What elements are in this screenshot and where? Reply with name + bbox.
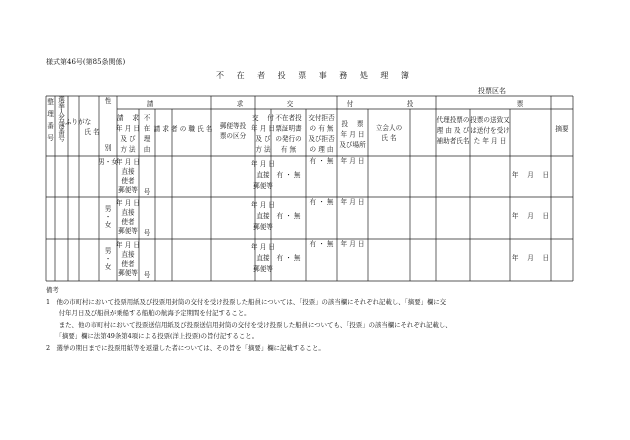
- sex-choice: 女: [104, 263, 112, 271]
- header-seiri-bango: 号: [47, 134, 54, 142]
- header-kofu-kyohi: の 有 無: [309, 124, 334, 133]
- header-meibo-bango: 番: [58, 128, 65, 136]
- header-yubin-kubun: 票の区分: [219, 132, 247, 140]
- header-kyu: 求: [236, 100, 244, 108]
- certificate-presence: 有 ・ 無: [276, 254, 301, 262]
- seikyu-method: 直接: [121, 208, 135, 217]
- tohyo-date: 年 月 日: [340, 198, 365, 206]
- header-fuzai-shomei: の発行の: [275, 135, 302, 143]
- header-fuzai-shomei: 票証明書: [275, 124, 302, 133]
- sex-choice: 男: [104, 247, 112, 255]
- kofu-method: 郵便等: [253, 182, 273, 190]
- seikyu-method: 直接: [121, 250, 135, 259]
- refusal-presence: 有 ・ 無: [309, 157, 334, 165]
- header-meibo-bango: 選: [58, 96, 65, 104]
- kofu-method: 郵便等: [253, 223, 273, 231]
- header-tachiainin: 氏 名: [381, 134, 397, 142]
- soichi-date: 年 月 日: [511, 254, 550, 262]
- header-seikyu-date: 請 求: [117, 114, 139, 122]
- header-kofu-date: 方 法: [255, 145, 271, 154]
- header-meibo-bango: 号: [58, 134, 65, 143]
- kofu-method: 年 月 日: [251, 201, 275, 209]
- yubin-number-mark: 号: [143, 229, 151, 237]
- header-meibo-bango: 簿: [58, 121, 65, 130]
- seikyu-method: 直接: [121, 167, 135, 176]
- header-seikyu-date: 方 法: [120, 145, 136, 154]
- header-fuzai-shomei: 不在者投: [275, 114, 302, 122]
- header-fuzai-riyu: 不: [143, 114, 151, 122]
- note-line: また、他の市町村において投票送信用紙及び投票送信用封筒の交付を受け投票した船員についても、「投票」の該当欄にそれぞれ記載し、: [46, 320, 452, 329]
- header-tekiyo: 摘要: [555, 125, 569, 133]
- seikyu-method: 年 月 日: [116, 158, 140, 166]
- sex-choice: ・: [104, 213, 112, 221]
- form-number: 様式第46号(第85条関係): [46, 58, 126, 66]
- note-line: 1 他の市町村において投票用紙及び投票用封筒の交付を受け投票した船員については、「投票」の該当欄にそれぞれ記載し、「摘要」欄に交: [46, 297, 447, 306]
- notes-heading: 備考: [46, 286, 59, 294]
- header-tohyo-date: 投 票: [341, 120, 364, 128]
- header-seiri-bango: 理: [47, 110, 54, 118]
- seikyu-method: 使者: [121, 217, 135, 226]
- header-dairi-tohyo: 理 由 及 び: [436, 126, 470, 135]
- kofu-method: 直接: [256, 171, 270, 179]
- header-kofu-date: 及 び: [255, 135, 271, 143]
- header-betsu: 別: [104, 144, 112, 152]
- header-fu: 付: [346, 100, 354, 108]
- header-shimei: 氏 名: [84, 128, 100, 136]
- header-kofu-date: 交 付: [252, 114, 274, 122]
- header-soichi: は送付を受け: [470, 126, 510, 135]
- header-tachiainin: 立会人の: [375, 124, 403, 132]
- header-kofu-date: 年 月 日: [251, 124, 275, 133]
- seikyu-method: 郵便等: [118, 269, 138, 278]
- kofu-method: 郵便等: [253, 265, 273, 273]
- header-dairi-tohyo: 補助者氏名: [436, 137, 470, 145]
- header-meibo-bango: 挙: [58, 102, 65, 111]
- header-seikyu: 請: [146, 100, 154, 108]
- seikyu-method: 年 月 日: [116, 199, 140, 207]
- certificate-presence: 有 ・ 無: [276, 212, 301, 220]
- header-seikyu-date: 年 月 日: [116, 124, 140, 133]
- kofu-method: 直接: [256, 212, 270, 220]
- certificate-presence: 有 ・ 無: [276, 171, 301, 179]
- header-fuzai-riyu: 理: [143, 135, 151, 143]
- header-to: 投: [406, 100, 414, 108]
- yubin-number-mark: 号: [143, 271, 151, 279]
- seikyu-method: 使者: [121, 176, 135, 185]
- header-kofu-kyohi: 交付拒否: [308, 114, 335, 122]
- page-title: 不 在 者 投 票 事 務 処 理 簿: [216, 71, 414, 80]
- header-seikyusha: 請 求 者 の 職 氏 名: [153, 125, 213, 133]
- header-seikyu-date: 及 び: [120, 135, 136, 143]
- header-soichi: 投票の送致又: [470, 116, 510, 124]
- header-fuzai-riyu: 在: [143, 124, 151, 133]
- refusal-presence: 有 ・ 無: [309, 198, 334, 206]
- header-furigana: ふりがな: [64, 118, 92, 126]
- note-line: 2 選挙の期日までに投票用紙等を返還した者については、その旨を「摘要」欄に記載すること。: [46, 343, 325, 352]
- sex-choice: 男・女: [98, 158, 118, 166]
- header-fuzai-shomei: 有 無: [280, 145, 297, 154]
- header-meibo-bango: 人: [58, 108, 65, 117]
- refusal-presence: 有 ・ 無: [309, 240, 334, 248]
- header-tohyo-date: 年 月 日: [340, 130, 365, 139]
- seikyu-method: 年 月 日: [116, 241, 140, 249]
- kofu-method: 年 月 日: [251, 243, 275, 251]
- tohyo-date: 年 月 日: [340, 240, 365, 248]
- header-fuzai-riyu: 由: [143, 145, 151, 154]
- header-yubin-kubun: 郵便等投: [219, 122, 247, 130]
- kofu-method: 直接: [256, 254, 270, 262]
- sex-choice: 女: [104, 221, 112, 229]
- header-dairi-tohyo: 代理投票の: [436, 116, 470, 124]
- note-line: 「摘要」欄に法第49条第4項による投票(洋上投票)の旨付記すること。: [46, 332, 259, 341]
- sex-choice: ・: [104, 255, 112, 263]
- note-line: 付年月日及び船員が乗船する船舶の航海予定期間を付記すること。: [46, 309, 251, 318]
- header-soichi: た 年 月 日: [473, 137, 507, 145]
- tohyo-date: 年 月 日: [340, 157, 365, 165]
- header-sei: 性: [104, 97, 112, 105]
- seikyu-method: 郵便等: [118, 227, 138, 236]
- district-label: 投票区名: [478, 87, 506, 95]
- header-kofu-kyohi: 及び拒否: [308, 135, 335, 143]
- kofu-method: 年 月 日: [251, 160, 275, 168]
- header-kofu-kyohi: の 理 由: [309, 145, 334, 154]
- soichi-date: 年 月 日: [511, 212, 550, 220]
- soichi-date: 年 月 日: [511, 171, 550, 179]
- header-meibo-bango: 名: [58, 115, 65, 124]
- seikyu-method: 使者: [121, 259, 135, 268]
- header-seiri-bango: 整: [47, 98, 54, 106]
- sex-choice: 男: [104, 205, 112, 213]
- seikyu-method: 郵便等: [118, 186, 138, 195]
- header-hyo: 票: [516, 100, 524, 108]
- header-ko: 交: [286, 100, 294, 108]
- notes-section: [46, 285, 452, 355]
- header-seiri-bango: 番: [47, 122, 54, 130]
- yubin-number-mark: 号: [143, 188, 151, 196]
- header-tohyo-date: 及び場所: [339, 141, 366, 149]
